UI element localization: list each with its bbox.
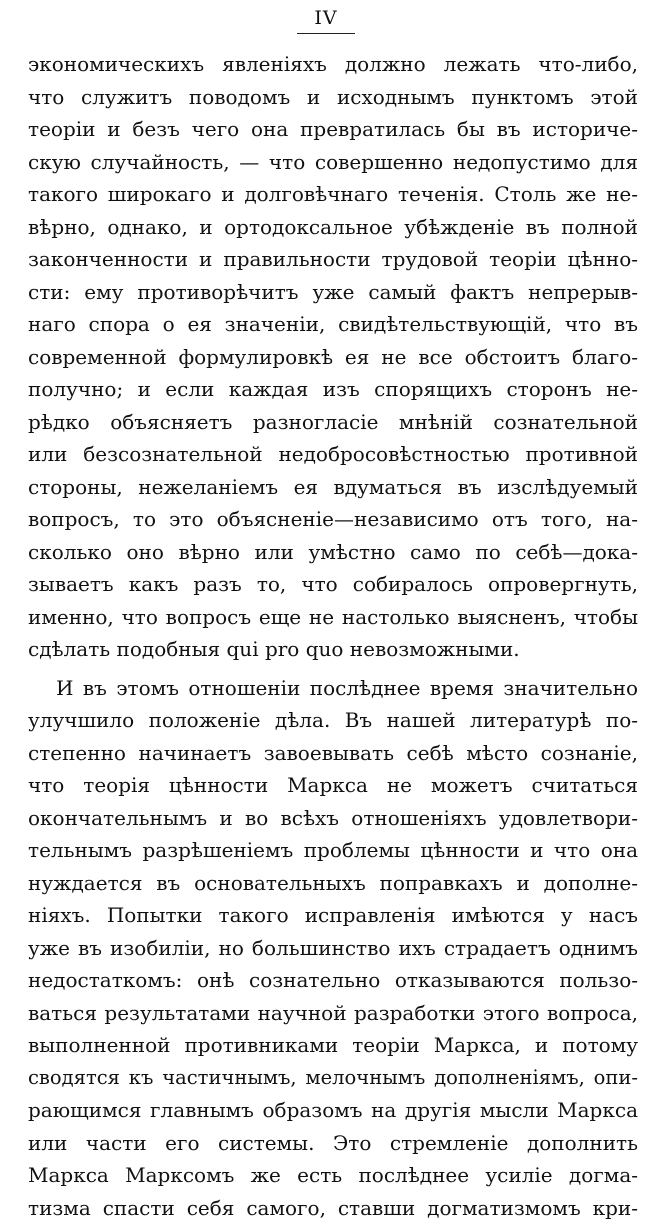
text-line: современной формулировкѣ ея не все обстоитъ благо- (28, 341, 638, 374)
text-line: степенно начинаетъ завоевывать себѣ мѣсто сознаніе, (28, 737, 638, 770)
text-line: скую случайность, — что совершенно недопустимо для (28, 146, 638, 179)
text-line: сдѣлать подобныя qui pro quo невозможными. (28, 633, 638, 666)
text-line: выполненной противниками теоріи Маркса, и потому (28, 1029, 638, 1062)
body-text (28, 48, 638, 1224)
text-line: окончательнымъ и во всѣхъ отношеніяхъ удовлетвори- (28, 802, 638, 835)
text-line: или части его системы. Это стремленіе дополнить (28, 1127, 638, 1160)
text-line: что служитъ поводомъ и исходнымъ пунктомъ этой (28, 81, 638, 114)
text-line: зываетъ какъ разъ то, что собиралось опровергнуть, (28, 568, 638, 601)
text-line: законченности и правильности трудовой теоріи цѣнно- (28, 243, 638, 276)
text-line: рающимся главнымъ образомъ на другія мысли Маркса (28, 1094, 638, 1127)
text-line: ніяхъ. Попытки такого исправленія имѣются у насъ (28, 899, 638, 932)
text-line: рѣдко объясняетъ разногласіе мнѣній сознательной (28, 406, 638, 439)
text-line: получно; и если каждая изъ спорящихъ сторонъ не- (28, 373, 638, 406)
text-line: тельнымъ разрѣшеніемъ проблемы цѣнности и что она (28, 834, 638, 867)
text-line: наго спора о ея значеніи, свидѣтельствующій, что въ (28, 308, 638, 341)
text-line: И въ этомъ отношеніи послѣднее время значительно (28, 672, 638, 705)
text-line: стороны, нежеланіемъ ея вдуматься въ изслѣдуемый (28, 471, 638, 504)
text-line: нуждается въ основательныхъ поправкахъ и дополне- (28, 867, 638, 900)
text-line: или безсознательной недобросовѣстностью противной (28, 438, 638, 471)
page-number: IV (0, 6, 652, 30)
paragraph-1 (28, 48, 638, 666)
text-line: экономическихъ явленіяхъ должно лежать что-либо, (28, 48, 638, 81)
text-line: сти: ему противорѣчитъ уже самый фактъ непрерыв- (28, 276, 638, 309)
text-line: тизма спасти себя самого, ставши догматизмомъ кри- (28, 1192, 638, 1224)
paragraph-2 (28, 672, 638, 1224)
text-line: такого широкаго и долговѣчнаго теченія. Столь же не- (28, 178, 638, 211)
text-line: именно, что вопросъ еще не настолько выясненъ, чтобы (28, 601, 638, 634)
page-number-rule (297, 33, 355, 34)
text-line: недостаткомъ: онѣ сознательно отказываются пользо- (28, 964, 638, 997)
text-line: теоріи и безъ чего она превратилась бы въ историче- (28, 113, 638, 146)
text-line: Маркса Марксомъ же есть послѣднее усиліе догма- (28, 1159, 638, 1192)
text-line: что теорія цѣнности Маркса не можетъ считаться (28, 769, 638, 802)
text-line: вѣрно, однако, и ортодоксальное убѣжденіе въ полной (28, 211, 638, 244)
text-line: уже въ изобиліи, но большинство ихъ страдаетъ однимъ (28, 932, 638, 965)
text-line: сколько оно вѣрно или умѣстно само по себѣ—дока- (28, 536, 638, 569)
text-line: улучшило положеніе дѣла. Въ нашей литературѣ по- (28, 704, 638, 737)
text-line: сводятся къ частичнымъ, мелочнымъ дополненіямъ, опи- (28, 1062, 638, 1095)
text-line: ваться результатами научной разработки этого вопроса, (28, 997, 638, 1030)
text-line: вопросъ, то это объясненіе—независимо отъ того, на- (28, 503, 638, 536)
